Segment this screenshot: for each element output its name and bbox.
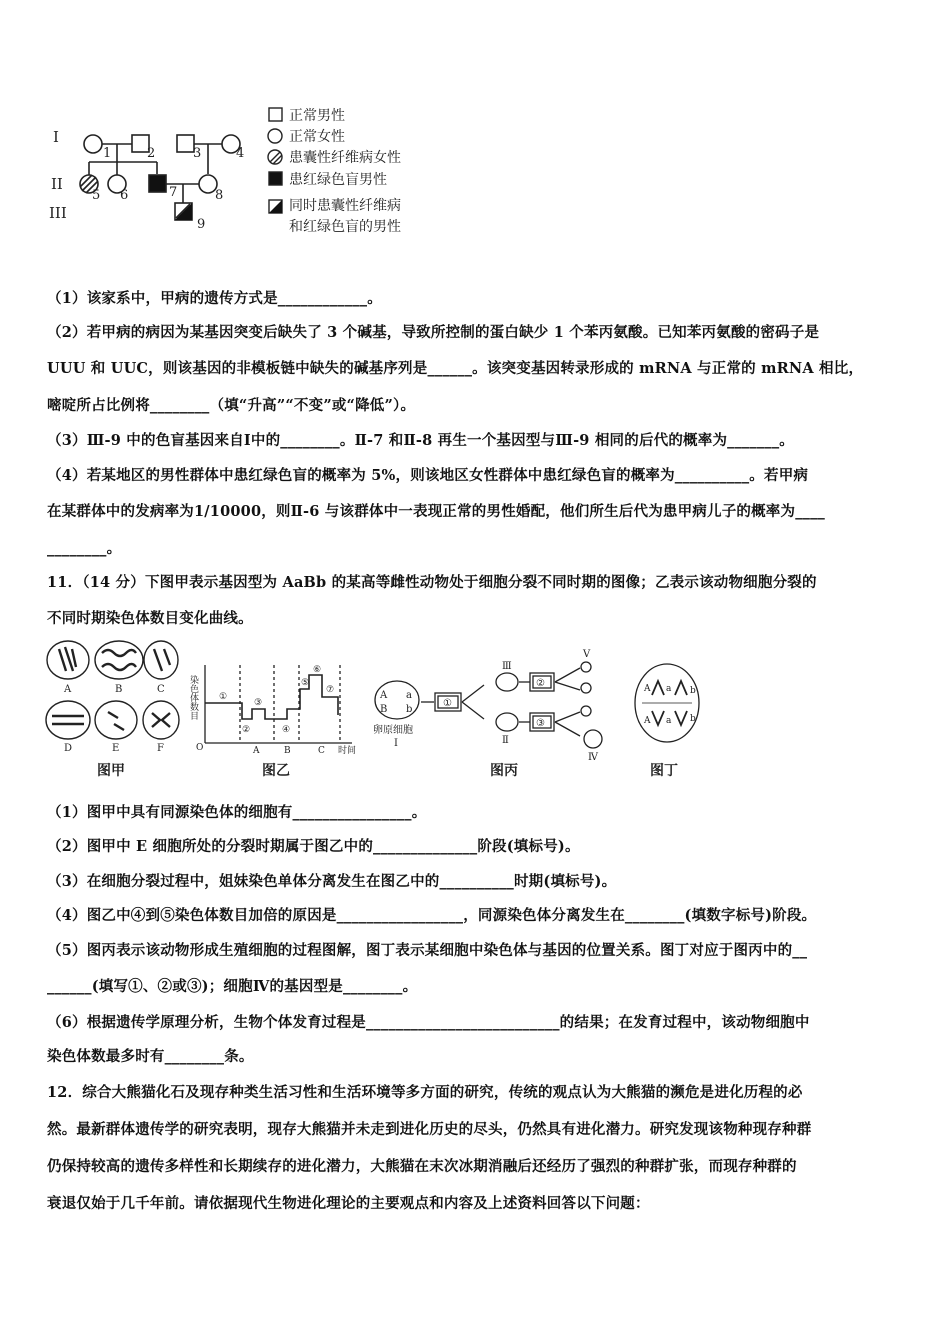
yi-phase-a: A xyxy=(253,746,260,756)
q10-part2-line1: （2）若甲病的病因为某基因突变后缺失了 3 个碱基，导致所控制的蛋白缺少 1 个苯丙氨酸。已知苯丙氨酸的密码子是 xyxy=(47,324,820,341)
label-1: 1 xyxy=(103,146,112,161)
q10-part4-line3: ________。 xyxy=(47,540,122,557)
legend-both-line2: 和红绿色盲的男性 xyxy=(289,219,401,235)
q11-sub3: （3）在细胞分裂过程中，姐妹染色单体分离发生在图乙中的__________时期(填标号)。 xyxy=(47,873,617,890)
figure-yi xyxy=(205,665,352,743)
yi-ylabel: 染色体数目 xyxy=(188,675,198,720)
bing-step-2: ② xyxy=(536,678,545,689)
label-4: 4 xyxy=(236,146,245,161)
label-8: 8 xyxy=(215,188,224,203)
ding-gene-6: b xyxy=(690,714,696,724)
yi-stage-7: ⑦ xyxy=(326,685,335,695)
cell-label-b: B xyxy=(115,684,123,695)
yi-stage-6: ⑥ xyxy=(313,665,322,675)
cell-label-f: F xyxy=(157,743,164,754)
q11-sub6-line1: （6）根据遗传学原理分析，生物个体发育过程是__________________________的结果；在发育过程中，该动物细胞中 xyxy=(47,1014,810,1031)
yi-stage-1: ① xyxy=(219,692,228,702)
q12-line1: 12．综合大熊猫化石及现存种类生活习性和生活环境等多方面的研究，传统的观点认为大熊猫的濒危是进化历程的必 xyxy=(47,1084,803,1101)
q10-part1: （1）该家系中，甲病的遗传方式是____________。 xyxy=(47,290,382,307)
bing-gene-a1: A xyxy=(380,690,388,701)
q11-sub1: （1）图甲中具有同源染色体的细胞有________________。 xyxy=(47,804,427,821)
cell-label-d: D xyxy=(64,743,73,754)
caption-bing: 图丙 xyxy=(490,763,518,779)
q12-line3: 仍保持较高的遗传多样性和长期续存的进化潜力，大熊猫在末次冰期消融后还经历了强烈的种群扩张，而现存种群的 xyxy=(47,1158,797,1175)
individual-3 xyxy=(177,135,194,152)
gen-label-3: III xyxy=(49,204,67,222)
ding-gene-4: A xyxy=(644,716,651,726)
label-7: 7 xyxy=(169,185,178,200)
individual-7 xyxy=(149,175,166,192)
legend-normal-male: 正常男性 xyxy=(289,108,345,124)
label-2: 2 xyxy=(147,146,156,161)
q11-sub5-line1: （5）图丙表示该动物形成生殖细胞的过程图解，图丁表示某细胞中染色体与基因的位置关系。图丁对应于图丙中的__ xyxy=(47,942,808,959)
pedigree-chart xyxy=(45,100,445,240)
bing-numeral-2: Ⅱ xyxy=(502,735,509,746)
ding-gene-1: A xyxy=(644,684,651,694)
legend-both-line1: 同时患囊性纤维病 xyxy=(289,198,401,214)
label-9: 9 xyxy=(197,217,206,232)
q12-line4: 衰退仅始于几千年前。请依据现代生物进化理论的主要观点和内容及上述资料回答以下问题： xyxy=(47,1195,650,1212)
bing-gene-b2: b xyxy=(406,704,413,715)
q10-part2-line3: 嘧啶所占比例将________（填“升高”“不变”或“降低”）。 xyxy=(47,397,416,414)
q10-part2-line2: UUU 和 UUC，则该基因的非模板链中缺失的碱基序列是______。该突变基因转录形成的 mRNA 与正常的 mRNA 相比， xyxy=(47,360,864,377)
yi-origin: O xyxy=(196,743,204,753)
q11-intro-line1: 11．（14 分）下图甲表示基因型为 AaBb 的某高等雌性动物处于细胞分裂不同时期的图像；乙表示该动物细胞分裂的 xyxy=(47,574,817,591)
caption-jia: 图甲 xyxy=(97,763,125,779)
bing-gene-b1: B xyxy=(380,704,388,715)
figure-ding xyxy=(635,664,699,742)
q11-sub5-line2: ______(填写①、②或③)；细胞Ⅳ的基因型是________。 xyxy=(47,978,418,995)
bing-gene-a2: a xyxy=(406,690,412,701)
q10-part3: （3）Ⅲ-9 中的色盲基因来自Ⅰ中的________。Ⅱ-7 和Ⅱ-8 再生一个基因型与Ⅲ-9 相同的后代的概率为_______。 xyxy=(47,432,794,449)
gen-label-1: I xyxy=(53,128,59,146)
yi-stage-4: ④ xyxy=(282,725,291,735)
ding-gene-3: b xyxy=(690,686,696,696)
individual-1 xyxy=(84,135,102,153)
bing-numeral-3: Ⅲ xyxy=(502,661,512,672)
label-5: 5 xyxy=(92,188,101,203)
yi-xlabel: 时间 xyxy=(338,746,357,756)
yi-stage-5: ⑤ xyxy=(301,678,310,688)
caption-ding: 图丁 xyxy=(650,763,678,779)
q12-line2: 然。最新群体遗传学的研究表明，现存大熊猫并未走到进化历史的尽头，仍然具有进化潜力。研究发现该物种现存种群 xyxy=(47,1121,812,1138)
bing-numeral-4: Ⅳ xyxy=(588,752,598,763)
yi-phase-c: C xyxy=(318,746,325,756)
legend-colorblind-male: 患红绿色盲男性 xyxy=(289,172,387,188)
legend-normal-female: 正常女性 xyxy=(289,129,345,145)
q10-part4-line2: 在某群体中的发病率为1/10000，则Ⅱ-6 与该群体中一表现正常的男性婚配，他们所生后代为患甲病儿子的概率为____ xyxy=(47,503,826,520)
yi-phase-b: B xyxy=(284,746,291,756)
q11-intro-line2: 不同时期染色体数目变化曲线。 xyxy=(47,610,253,627)
cell-division-figures xyxy=(42,635,722,785)
q11-sub2: （2）图甲中 E 细胞所处的分裂时期属于图乙中的______________阶段(填标号)。 xyxy=(47,838,580,855)
q11-sub4: （4）图乙中④到⑤染色体数目加倍的原因是_________________，同源染色体分离发生在________(填数字标号)阶段。 xyxy=(47,907,817,924)
cell-label-c: C xyxy=(157,684,165,695)
caption-yi: 图乙 xyxy=(262,763,290,779)
q10-part4-line1: （4）若某地区的男性群体中患红绿色盲的概率为 5%，则该地区女性群体中患红绿色盲的概率为__________。若甲病 xyxy=(47,467,809,484)
ding-gene-2: a xyxy=(666,684,672,694)
bing-step-1: ① xyxy=(443,698,452,709)
bing-numeral-5: Ⅴ xyxy=(583,649,591,660)
yi-stage-3: ③ xyxy=(254,698,263,708)
label-3: 3 xyxy=(193,146,202,161)
bing-cell-label: 卵原细胞 xyxy=(373,725,413,736)
bing-numeral-1: Ⅰ xyxy=(394,738,398,749)
gen-label-2: II xyxy=(51,175,63,193)
yi-stage-2: ② xyxy=(242,725,251,735)
cell-label-a: A xyxy=(64,684,72,695)
label-6: 6 xyxy=(120,188,129,203)
legend-cf-female: 患囊性纤维病女性 xyxy=(289,150,401,166)
bing-step-3: ③ xyxy=(536,718,545,729)
q11-sub6-line2: 染色体数最多时有________条。 xyxy=(47,1048,254,1065)
ding-gene-5: a xyxy=(666,716,672,726)
cell-label-e: E xyxy=(112,743,120,754)
